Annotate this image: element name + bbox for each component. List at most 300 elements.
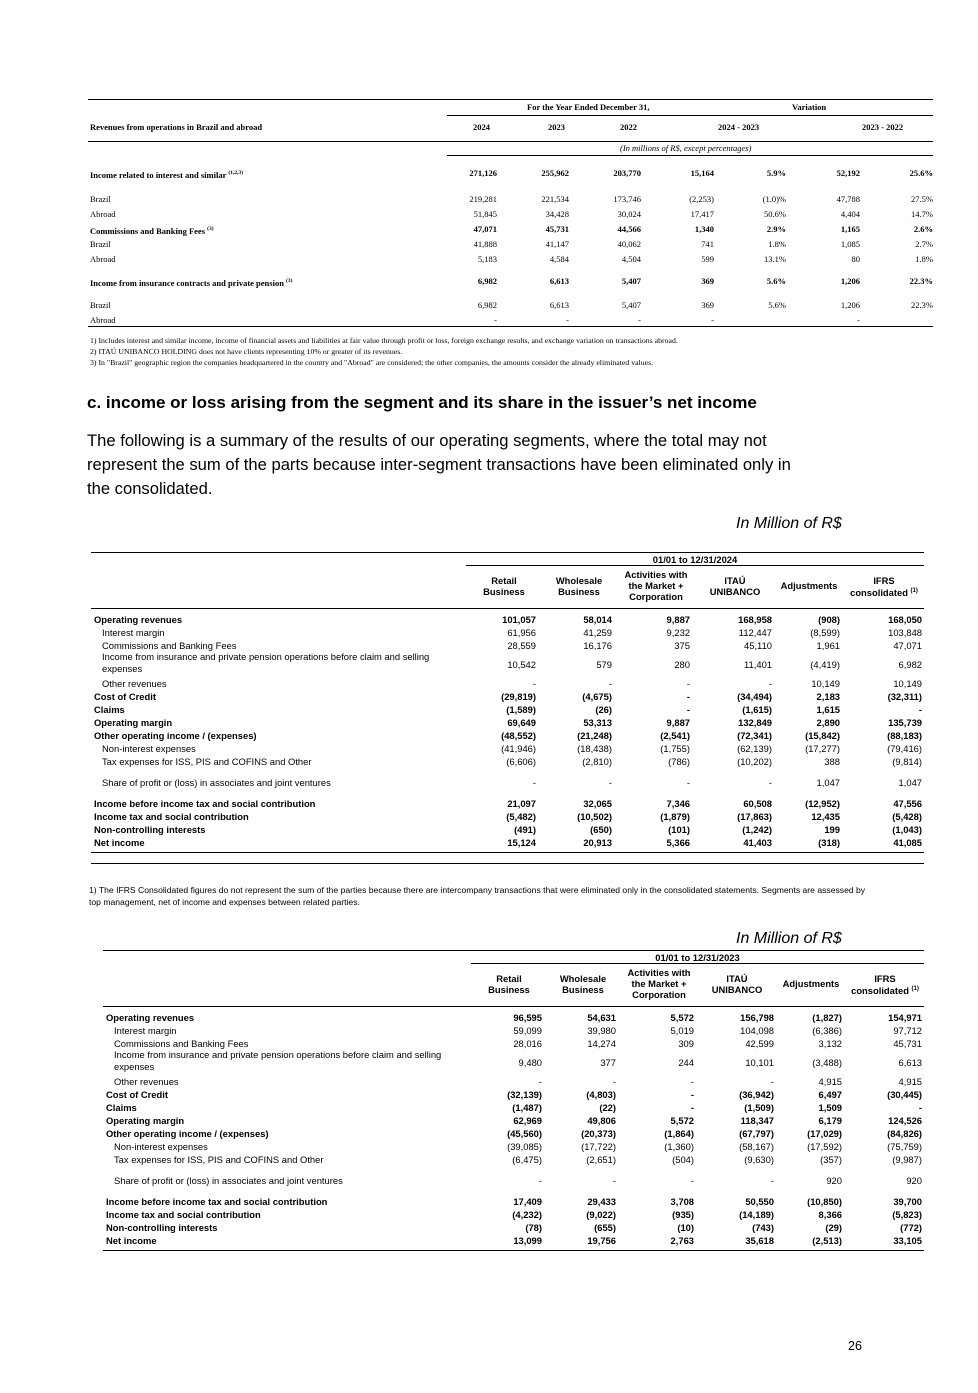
cell: (743): [752, 1222, 774, 1233]
intro-paragraph: [87, 429, 907, 501]
cell: (48,552): [501, 730, 536, 741]
cell: 920: [906, 1175, 922, 1186]
cell: (6,475): [512, 1154, 542, 1165]
cell: 60,508: [743, 798, 772, 809]
cell: 741: [701, 239, 714, 249]
cell: 21,097: [507, 798, 536, 809]
cell: 168,958: [738, 614, 772, 625]
header-retail-line: Business: [488, 983, 530, 995]
cell: 1.8%: [915, 254, 933, 264]
cell: (650): [590, 824, 612, 835]
header-ifrs: [846, 973, 924, 996]
cell: 44,566: [617, 224, 641, 234]
header-itau: [696, 575, 774, 597]
cell: 8,366: [818, 1209, 842, 1220]
row-label: [90, 313, 116, 327]
cell: (10,502): [577, 811, 612, 822]
col-var-2023-2022: 2023 - 2022: [862, 122, 904, 132]
cell: 32,065: [583, 798, 612, 809]
row-label: Tax expenses for ISS, PIS and COFINS and Other: [102, 756, 312, 767]
row-label: Operating revenues: [106, 1012, 195, 1023]
cell: 5.6%: [768, 300, 786, 310]
cell: 2.9%: [766, 224, 786, 234]
row-label: Cost of Credit: [106, 1089, 168, 1100]
col-2022: 2022: [620, 122, 637, 132]
cell: (504): [672, 1154, 694, 1165]
cell: (29,819): [501, 691, 536, 702]
row-label: Income tax and social contribution: [94, 811, 249, 822]
header-wholesale-line: Business: [562, 983, 604, 995]
segment-row: [103, 1234, 924, 1247]
cell: 1,165: [840, 224, 860, 234]
cell: 15,124: [507, 837, 536, 848]
cell: -: [612, 1175, 616, 1186]
segment-row: [91, 776, 924, 789]
row-label: Interest margin: [102, 627, 165, 638]
cell: 41,259: [583, 627, 612, 638]
row-label: Tax expenses for ISS, PIS and COFINS and Other: [114, 1154, 324, 1165]
row-label: [90, 237, 111, 251]
cell: 10,149: [811, 678, 840, 689]
group-header-year: For the Year Ended December 31,: [527, 102, 650, 112]
cell: (21,248): [577, 730, 612, 741]
cell: (1,864): [664, 1128, 694, 1139]
period-header: 01/01 to 12/31/2023: [655, 952, 740, 963]
header-itau: [698, 973, 776, 995]
cell: 388: [824, 756, 840, 767]
cell: (32,139): [507, 1089, 542, 1100]
header-wholesale-line: Business: [558, 585, 600, 597]
cell: 96,595: [513, 1012, 542, 1023]
cell: 118,347: [740, 1115, 774, 1126]
row-label: Commissions and Banking Fees: [114, 1038, 249, 1049]
row-label-text: Income from insurance contracts and private pension: [90, 277, 284, 288]
cell: (4,419): [810, 659, 840, 670]
cell: 1,085: [840, 239, 860, 249]
header-wholesale-line: Wholesale: [555, 574, 603, 586]
header-itau-line: UNIBANCO: [711, 983, 763, 995]
header-activities: [622, 967, 696, 1000]
cell: 2,890: [816, 717, 840, 728]
cell: -: [768, 678, 772, 689]
cell: (72,341): [737, 730, 772, 741]
cell: (5,482): [506, 811, 536, 822]
row-label: [90, 274, 292, 290]
cell: (1,755): [660, 743, 690, 754]
row-label: Operating revenues: [94, 614, 183, 625]
cell: 1,047: [898, 777, 922, 788]
cell: 2.7%: [915, 239, 933, 249]
row-label: Commissions and Banking Fees: [102, 640, 237, 651]
cell: 168,050: [888, 614, 922, 625]
cell: 13.1%: [764, 254, 786, 264]
row-label: Share of profit or (loss) in associates and joint ventures: [114, 1175, 343, 1186]
cell: 17,417: [690, 209, 714, 219]
cell: 20,913: [583, 837, 612, 848]
cell: (45,560): [507, 1128, 542, 1139]
cell: 5,019: [670, 1025, 694, 1036]
header-ifrs-line: IFRS: [873, 574, 895, 586]
table1-row: [88, 274, 933, 288]
cell: (2,513): [812, 1235, 842, 1246]
header-activities-line: Corporation: [632, 989, 686, 1000]
note-3: 3) In "Brazil" geographic region the companies headquartered in the country and "Abroad" are considered; the other companies, the amounts consider the already eliminated values.: [90, 358, 654, 367]
cell: 19,756: [587, 1235, 616, 1246]
cell: 61,956: [507, 627, 536, 638]
table1-row: [88, 222, 933, 236]
cell: 40,062: [617, 239, 641, 249]
cell: 369: [701, 276, 714, 286]
cell: -: [612, 1076, 616, 1087]
rule: [103, 1250, 924, 1251]
cell: (88,183): [887, 730, 922, 741]
cell: 30,024: [617, 209, 641, 219]
table1-row: [88, 313, 933, 327]
cell: 2,183: [816, 691, 840, 702]
cell: 41,888: [473, 239, 497, 249]
segment-row: [91, 677, 924, 690]
segment-row: [103, 1153, 924, 1166]
cell: (41,946): [501, 743, 536, 754]
cell: 51,845: [473, 209, 497, 219]
cell: (17,592): [807, 1141, 842, 1152]
cell: (12,952): [805, 798, 840, 809]
cell: 22.3%: [911, 300, 933, 310]
segment-row: [91, 690, 924, 703]
cell: 271,126: [469, 168, 497, 178]
section-title: c. income or loss arising from the segment and its share in the issuer’s net income: [87, 393, 757, 412]
cell: (39,085): [507, 1141, 542, 1152]
table1-notes: [90, 335, 940, 368]
segment-row: [103, 1114, 924, 1127]
row-label-text: Brazil: [90, 194, 111, 204]
cell: (5,428): [892, 811, 922, 822]
row-label: [90, 222, 214, 238]
cell: 369: [701, 300, 714, 310]
cell: -: [608, 678, 612, 689]
cell: 375: [674, 640, 690, 651]
cell: 154,971: [888, 1012, 922, 1023]
cell: (22): [599, 1102, 616, 1113]
rule: [91, 552, 924, 553]
cell: -: [686, 678, 690, 689]
segment-row: [91, 651, 924, 674]
cell: 1,615: [816, 704, 840, 715]
row-label: [90, 192, 111, 206]
cell: (318): [818, 837, 840, 848]
cell: (908): [818, 614, 840, 625]
row-footnote-ref: (3): [286, 278, 293, 284]
cell: -: [532, 777, 536, 788]
cell: -: [918, 1102, 922, 1113]
cell: -: [690, 1102, 694, 1113]
cell: (1,509): [744, 1102, 774, 1113]
header-activities-line: the Market +: [628, 580, 684, 591]
cell: 1,206: [840, 276, 860, 286]
row-label: Operating margin: [106, 1115, 185, 1126]
cell: (84,826): [887, 1128, 922, 1139]
rule: [103, 1006, 924, 1007]
cell: (4,232): [512, 1209, 542, 1220]
note-2: 2) ITAÚ UNIBANCO HOLDING does not have clients representing 10% or greater of its revenues.: [90, 347, 403, 356]
cell: (58,167): [739, 1141, 774, 1152]
cell: (3,488): [812, 1057, 842, 1068]
cell: -: [770, 1076, 774, 1087]
row-header: Revenues from operations in Brazil and abroad: [90, 122, 263, 132]
segment-row: [103, 1195, 924, 1208]
rule: [91, 852, 924, 853]
col-var-2024-2023: 2024 - 2023: [718, 122, 760, 132]
cell: 1.8%: [768, 239, 786, 249]
segment-row: [103, 1140, 924, 1153]
header-adjustments-line: Adjustments: [780, 580, 838, 591]
cell: (1,879): [660, 811, 690, 822]
cell: (1,615): [742, 704, 772, 715]
cell: (1,043): [892, 824, 922, 835]
row-label-text: Income related to interest and similar: [90, 169, 227, 180]
cell: (29): [825, 1222, 842, 1233]
cell: 4,915: [898, 1076, 922, 1087]
cell: (17,277): [805, 743, 840, 754]
cell: 41,147: [545, 239, 569, 249]
cell: 2.6%: [913, 224, 933, 234]
cell: 28,016: [513, 1038, 542, 1049]
header-wholesale-line: Wholesale: [559, 972, 607, 984]
cell: -: [532, 678, 536, 689]
cell: 47,071: [473, 224, 497, 234]
cell: 10,101: [745, 1057, 774, 1068]
header-adjustments: [778, 978, 844, 989]
cell: (5,823): [892, 1209, 922, 1220]
row-label: Income from insurance and private pension operations before claim and selling expenses: [114, 1049, 442, 1072]
cell: 5,366: [666, 837, 690, 848]
cell: 920: [826, 1175, 842, 1186]
intro-line-3: the consolidated.: [87, 479, 213, 498]
segment-row: [103, 1075, 924, 1088]
header-adjustments-line: Adjustments: [782, 978, 840, 989]
footnote-line-1: 1) The IFRS Consolidated figures do not represent the sum of the parties because there are intercompany transactions that were eliminated only in the consolidated statements. Segments are assessed by: [89, 885, 866, 895]
cell: 221,534: [541, 194, 569, 204]
cell: 11,401: [744, 659, 772, 670]
segment-row: [91, 729, 924, 742]
header-itau-line: ITAÚ: [724, 574, 746, 586]
cell: -: [608, 777, 612, 788]
cell: (17,722): [581, 1141, 616, 1152]
cell: -: [690, 1076, 694, 1087]
header-itau-line: UNIBANCO: [709, 585, 761, 597]
cell: 244: [678, 1057, 694, 1068]
row-label-text: Commissions and Banking Fees: [90, 225, 206, 236]
cell: 80: [851, 254, 860, 264]
header-ifrs-line: consolidated $^{(1)}$: [851, 984, 919, 996]
cell: (78): [525, 1222, 542, 1233]
cell: 41,085: [893, 837, 922, 848]
cell: (18,438): [577, 743, 612, 754]
cell: (2,810): [582, 756, 612, 767]
cell: (30,445): [887, 1089, 922, 1100]
cell: (10): [677, 1222, 694, 1233]
row-label: Non-interest expenses: [114, 1141, 208, 1152]
group-header-variation: Variation: [792, 102, 827, 112]
cell: 12,435: [811, 811, 840, 822]
cell: 101,057: [502, 614, 536, 625]
cell: 6,613: [549, 300, 569, 310]
cell: 6,982: [477, 276, 497, 286]
page-number: 26: [848, 1339, 862, 1353]
cell: -: [711, 315, 714, 325]
row-label: [90, 166, 243, 182]
cell: 132,849: [738, 717, 772, 728]
table1-row: [88, 237, 933, 251]
cell: 1,047: [816, 777, 840, 788]
cell: (2,651): [586, 1154, 616, 1165]
cell: (1.0)%: [762, 194, 786, 204]
rule: [471, 963, 924, 964]
cell: 9,887: [666, 614, 690, 625]
cell: -: [686, 704, 690, 715]
cell: 13,099: [513, 1235, 542, 1246]
row-label-text: Abroad: [90, 254, 116, 264]
cell: 6,179: [818, 1115, 842, 1126]
segment-row: [91, 742, 924, 755]
cell: -: [690, 1175, 694, 1186]
cell: -: [494, 315, 497, 325]
cell: (62,139): [737, 743, 772, 754]
cell: -: [918, 704, 922, 715]
segment-row: [91, 613, 924, 626]
header-retail: [470, 575, 538, 597]
row-label: Non-controlling interests: [94, 824, 206, 835]
cell: 7,346: [666, 798, 690, 809]
cell: 112,447: [738, 627, 772, 638]
cell: -: [638, 315, 641, 325]
cell: 1,340: [694, 224, 714, 234]
cell: 124,526: [888, 1115, 922, 1126]
cell: 103,848: [888, 627, 922, 638]
segment-row: [103, 1208, 924, 1221]
row-label-text: Brazil: [90, 300, 111, 310]
cell: 309: [678, 1038, 694, 1049]
cell: 4,915: [818, 1076, 842, 1087]
header-adjustments: [776, 580, 842, 591]
cell: (2,541): [660, 730, 690, 741]
cell: 9,480: [518, 1057, 542, 1068]
cell: 33,105: [893, 1235, 922, 1246]
table1-row: [88, 207, 933, 221]
cell: 42,599: [745, 1038, 774, 1049]
cell: (101): [668, 824, 690, 835]
cell: (26): [595, 704, 612, 715]
cell: 39,700: [893, 1196, 922, 1207]
row-label-text: Abroad: [90, 315, 116, 325]
cell: (6,386): [812, 1025, 842, 1036]
cell: 10,149: [893, 678, 922, 689]
cell: 2,763: [670, 1235, 694, 1246]
cell: 3,132: [818, 1038, 842, 1049]
header-activities-line: Activities with: [627, 967, 691, 978]
cell: 47,556: [893, 798, 922, 809]
header-itau-line: ITAÚ: [726, 972, 748, 984]
intro-line-1: The following is a summary of the results of our operating segments, where the total may not: [87, 431, 767, 450]
cell: 255,962: [541, 168, 569, 178]
cell: 52,192: [836, 168, 860, 178]
cell: (75,759): [887, 1141, 922, 1152]
cell: 104,098: [740, 1025, 774, 1036]
cell: 5,407: [621, 300, 641, 310]
cell: (4,675): [582, 691, 612, 702]
cell: 14.7%: [911, 209, 933, 219]
cell: 6,982: [898, 659, 922, 670]
note-1: 1) Includes interest and similar income, income of financial assets and liabilities at fair value through profit or loss, foreign exchange results, and exchange variation on transactions abroad.: [90, 336, 678, 345]
header-ifrs: [844, 575, 924, 598]
cell: 199: [824, 824, 840, 835]
cell: (17,863): [737, 811, 772, 822]
cell: 34,428: [545, 209, 569, 219]
cell: 49,806: [587, 1115, 616, 1126]
cell: -: [538, 1076, 542, 1087]
cell: (32,311): [887, 691, 922, 702]
cell: (9,630): [744, 1154, 774, 1165]
cell: 1,509: [818, 1102, 842, 1113]
cell: 69,649: [507, 717, 536, 728]
cell: (8,599): [810, 627, 840, 638]
row-label: Non-interest expenses: [102, 743, 196, 754]
cell: 41,403: [743, 837, 772, 848]
cell: 14,274: [587, 1038, 616, 1049]
cell: 50,550: [745, 1196, 774, 1207]
cell: (786): [668, 756, 690, 767]
segment-row: [103, 1088, 924, 1101]
cell: (10,850): [807, 1196, 842, 1207]
cell: 203,770: [613, 168, 641, 178]
row-label: Claims: [106, 1102, 137, 1113]
cell: -: [566, 315, 569, 325]
table1-row: [88, 166, 933, 180]
cell: (15,842): [805, 730, 840, 741]
cell: 17,409: [513, 1196, 542, 1207]
cell: 47,788: [836, 194, 860, 204]
cell: (67,797): [739, 1128, 774, 1139]
segment-row: [91, 823, 924, 836]
segment-row: [91, 810, 924, 823]
cell: 10,542: [507, 659, 536, 670]
cell: 6,982: [477, 300, 497, 310]
cell: 29,433: [587, 1196, 616, 1207]
segment-row: [103, 1049, 924, 1072]
unit-label-2023: In Million of R$: [736, 930, 842, 947]
header-retail: [474, 973, 544, 995]
cell: 58,014: [583, 614, 612, 625]
cell: (357): [820, 1154, 842, 1165]
row-label-text: Brazil: [90, 239, 111, 249]
row-label: Net income: [94, 837, 145, 848]
cell: 59,099: [513, 1025, 542, 1036]
cell: -: [538, 1175, 542, 1186]
cell: (79,416): [887, 743, 922, 754]
unit-label-2024: In Million of R$: [736, 515, 842, 532]
cell: (935): [672, 1209, 694, 1220]
cell: (20,373): [581, 1128, 616, 1139]
row-label: Other operating income / (expenses): [94, 730, 257, 741]
row-label: [90, 298, 111, 312]
cell: (36,942): [739, 1089, 774, 1100]
cell: 4,504: [621, 254, 641, 264]
cell: 135,739: [888, 717, 922, 728]
segment-footnote: [89, 884, 959, 908]
cell: 47,071: [893, 640, 922, 651]
cell: -: [690, 1089, 694, 1100]
cell: 3,708: [670, 1196, 694, 1207]
